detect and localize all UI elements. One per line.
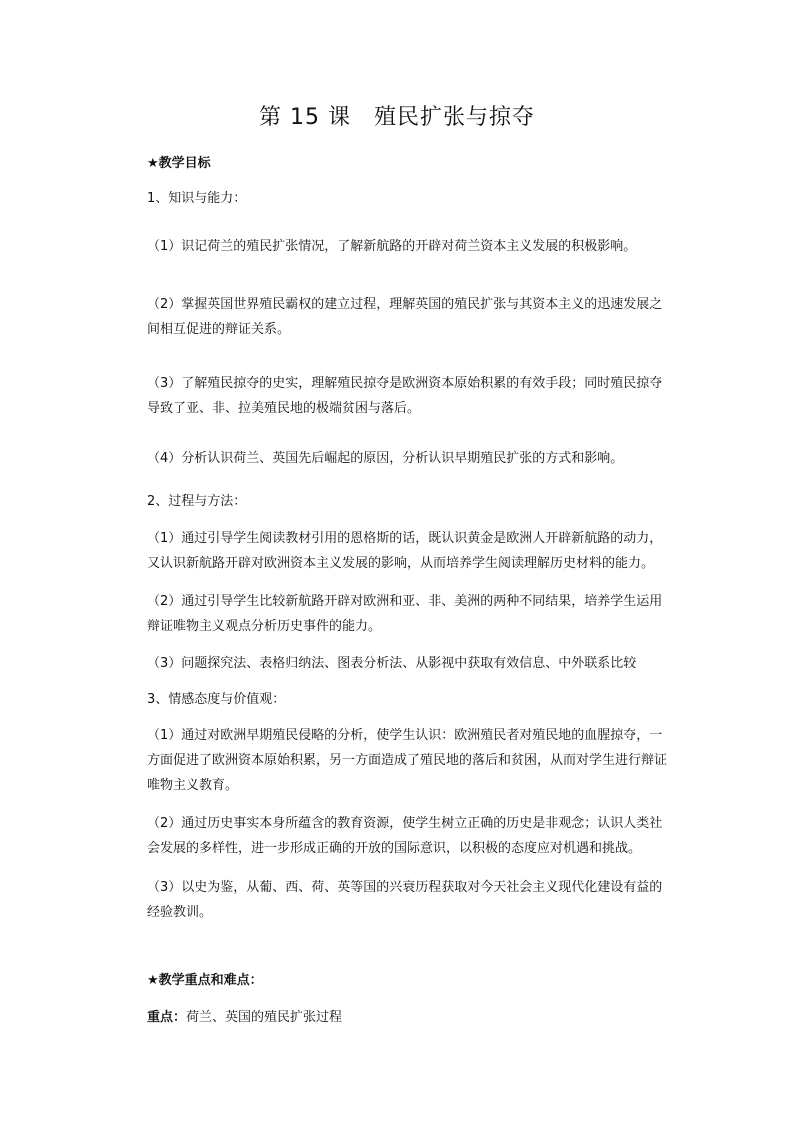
objective-2-2: （2）通过引导学生比较新航路开辟对欧洲和亚、非、美洲的两种不同结果，培养学生运用辩证唯物主义观点分析历史事件的能力。 bbox=[147, 594, 663, 634]
process-method-subheading: 2、过程与方法： bbox=[147, 494, 247, 509]
objective-1-2: （2）掌握英国世界殖民霸权的建立过程，理解英国的殖民扩张与其资本主义的迅速发展之间相互促进的辩证关系。 bbox=[147, 297, 663, 337]
key-point-line bbox=[147, 1007, 675, 1029]
key-difficult-points-heading: ★教学重点和难点： bbox=[147, 973, 263, 988]
key-point-text: 荷兰、英国的殖民扩张过程 bbox=[186, 1010, 343, 1025]
objective-3-1: （1）通过对欧洲早期殖民侵略的分析，使学生认识：欧洲殖民者对殖民地的血腥掠夺，一方面促进了欧洲资本原始积累，另一方面造成了殖民地的落后和贫困，从而对学生进行辩证唯物主义教育。 bbox=[147, 728, 668, 793]
emotion-values-subheading: 3、情感态度与价值观： bbox=[147, 692, 286, 707]
objective-1-1: （1）识记荷兰的殖民扩张情况，了解新航路的开辟对荷兰资本主义发展的积极影响。 bbox=[147, 239, 637, 254]
objective-1-3: （3）了解殖民掠夺的史实，理解殖民掠夺是欧洲资本原始积累的有效手段；同时殖民掠夺导致了亚、非、拉美殖民地的极端贫困与落后。 bbox=[147, 376, 663, 416]
knowledge-ability-subheading: 1、知识与能力： bbox=[147, 191, 247, 206]
objective-2-1: （1）通过引导学生阅读教材引用的恩格斯的话，既认识黄金是欧洲人开辟新航路的动力，又认识新航路开辟对欧洲资本主义发展的影响，从而培养学生阅读理解历史材料的能力。 bbox=[147, 531, 663, 571]
teaching-objectives-heading: ★教学目标 bbox=[147, 156, 211, 171]
objective-3-2: （2）通过历史事实本身所蕴含的教育资源，使学生树立正确的历史是非观念；认识人类社会发展的多样性，进一步形成正确的开放的国际意识，以积极的态度应对机遇和挑战。 bbox=[147, 816, 663, 856]
objective-3-3: （3）以史为鉴，从葡、西、荷、英等国的兴衰历程获取对今天社会主义现代化建设有益的经验教训。 bbox=[147, 880, 663, 920]
objective-1-4: （4）分析认识荷兰、英国先后崛起的原因，分析认识早期殖民扩张的方式和影响。 bbox=[147, 451, 624, 466]
lesson-title: 第 15 课 殖民扩张与掠夺 bbox=[259, 105, 535, 130]
objective-2-3: （3）问题探究法、表格归纳法、图表分析法、从影视中获取有效信息、中外联系比较 bbox=[147, 656, 637, 671]
key-point-label: 重点： bbox=[147, 1010, 187, 1025]
